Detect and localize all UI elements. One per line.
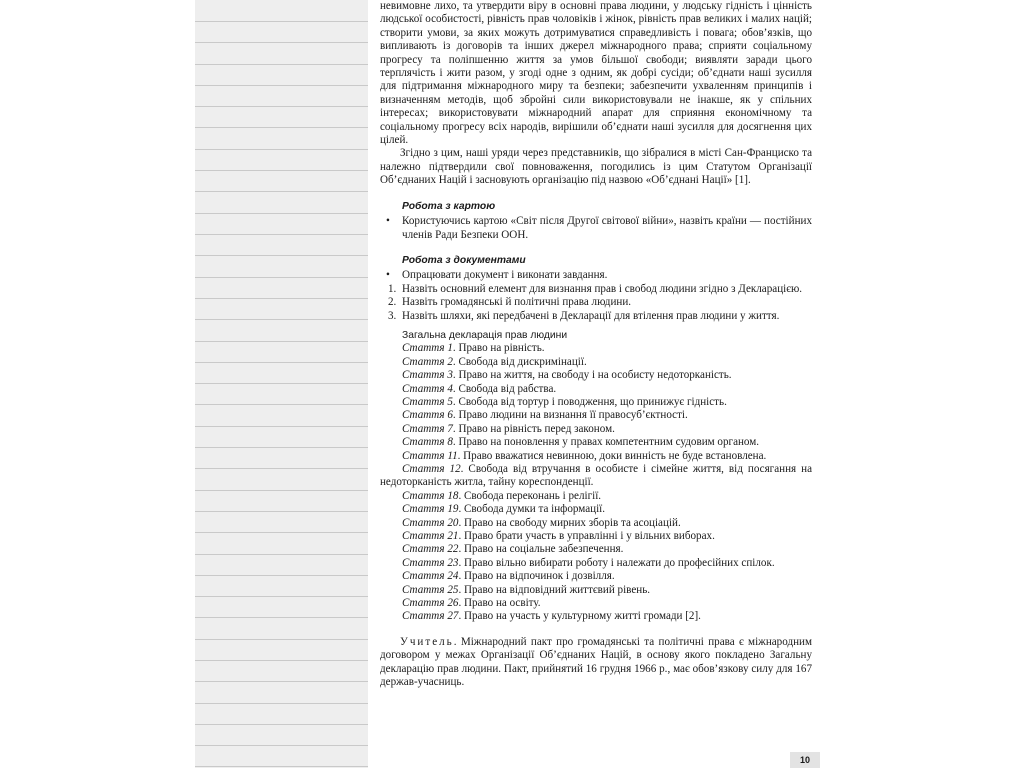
declaration-article — [380, 409, 812, 422]
intro-paragraph: невимовне лихо, та утвердити віру в основні права людини, у людську гідність і цінність людської особистості, рівність прав чоловіків і жінок, рівність прав великих і малих націй; створити умови, за яких можуть дотримуватися справедливість і повага; обов’язків, що випливають із договорів та інших джерел міжнародного права; сприяти соціальному прогресу та поліпшенню життя за умов більшої свободи; виявляти заради цього терплячість і жити разом, у згоді одне з одним, як добрі сусіди; об’єднати наші зусилля для підтримання міжнародного миру та безпеки; забезпечити ухваленням принципів і визначенням методів, щоб збройні сили використовували не інакше, як у спільних інтересах; використовувати міжнародний апарат для сприяння економічному та соціальному прогресу всіх народів, вирішили об’єднати наші зусилля для досягнення цих цілей. — [380, 0, 812, 147]
article-label: Стаття 12 — [402, 463, 461, 475]
article-label: Стаття 21 — [402, 530, 459, 543]
article-text: . Свобода переконань і релігії. — [458, 489, 602, 502]
page-number: 10 — [790, 752, 820, 768]
declaration-article — [380, 610, 812, 623]
note-line — [195, 447, 368, 448]
docs-task — [388, 296, 812, 309]
article-label: Стаття 23 — [402, 556, 459, 569]
article-label: Стаття 2 — [402, 355, 453, 368]
note-line — [195, 511, 368, 512]
teacher-text: . Міжнародний пакт про громадянські та політичні права є міжнародним договором у межах Організації Об’єднаних Націй, в основу якого покладено Загальну декларацію прав людини. Пакт, прийнятий 16 грудня 1966 р., має обов’язкову силу для 167 держав-учасниць. — [380, 635, 812, 689]
task-text: Назвіть громадянські й політичні права людини. — [402, 296, 632, 309]
note-line — [195, 298, 368, 299]
note-line — [195, 724, 368, 725]
note-line — [195, 213, 368, 214]
declaration-article — [380, 570, 812, 583]
article-text: . Право на відповідний життєвий рівень. — [458, 583, 651, 596]
declaration-article — [380, 530, 812, 543]
article-text: . Право на відпочинок і дозвілля. — [458, 570, 615, 583]
article-label: Стаття 26 — [402, 597, 459, 610]
note-line — [195, 532, 368, 533]
article-text: . Право вважатися невинною, доки винність не буде встановлена. — [457, 449, 767, 462]
note-line — [195, 234, 368, 235]
declaration-article — [380, 557, 812, 570]
notes-margin — [195, 0, 368, 768]
declaration-article — [380, 396, 812, 409]
article-text: . Право на освіту. — [458, 597, 541, 610]
declaration-article — [380, 383, 812, 396]
note-line — [195, 660, 368, 661]
article-text: . Свобода думки та інформації. — [458, 503, 606, 516]
article-label: Стаття 3 — [402, 369, 453, 382]
article-text: . Право на життя, на свободу і на особисту недоторканість. — [452, 369, 732, 382]
article-label: Стаття 22 — [402, 543, 459, 556]
docs-section-heading: Робота з документами — [402, 254, 526, 266]
note-line — [195, 277, 368, 278]
bullet-icon: • — [386, 269, 390, 282]
note-line — [195, 575, 368, 576]
article-label: Стаття 27 — [402, 610, 459, 623]
declaration-title: Загальна декларація прав людини — [402, 329, 568, 341]
declaration-article — [380, 356, 812, 369]
note-line — [195, 404, 368, 405]
article-label: Стаття 19 — [402, 503, 459, 516]
note-line — [195, 745, 368, 746]
note-line — [195, 341, 368, 342]
note-line — [195, 21, 368, 22]
docs-intro-text: Опрацювати документ і виконати завдання. — [402, 269, 608, 282]
declaration-article — [380, 342, 812, 355]
note-line — [195, 639, 368, 640]
note-line — [195, 383, 368, 384]
article-text: . Свобода від тортур і поводження, що принижує гідність. — [452, 395, 727, 408]
article-text: . Право людини на визнання її правосуб’єктності. — [452, 409, 688, 422]
declaration-article — [380, 490, 812, 503]
note-line — [195, 596, 368, 597]
declaration-article — [380, 436, 812, 449]
declaration-article — [380, 369, 812, 382]
article-text: . Право на соціальне забезпечення. — [458, 543, 624, 556]
note-line — [195, 703, 368, 704]
map-section-heading: Робота з картою — [402, 200, 496, 212]
docs-task — [388, 310, 812, 323]
note-line — [195, 191, 368, 192]
declaration-article — [380, 463, 812, 490]
note-line — [195, 64, 368, 65]
note-line — [195, 554, 368, 555]
declaration-article — [380, 423, 812, 436]
article-label: Стаття 20 — [402, 516, 459, 529]
article-text: . Право на свободу мирних зборів та асоціацій. — [458, 516, 681, 529]
docs-intro — [386, 269, 812, 282]
note-line — [195, 490, 368, 491]
declaration-article — [380, 517, 812, 530]
bullet-icon: • — [386, 215, 390, 228]
declaration-article — [380, 597, 812, 610]
article-label: Стаття 4 — [402, 382, 453, 395]
task-number: 2. — [388, 296, 397, 309]
article-label: Стаття 1 — [402, 342, 453, 355]
article-label: Стаття 11 — [402, 449, 458, 462]
article-text: . Право вільно вибирати роботу і належати до професійних спілок. — [458, 556, 775, 569]
task-number: 1. — [388, 282, 397, 295]
article-text: . Право на рівність. — [452, 342, 545, 355]
charter-paragraph: Згідно з цим, наші уряди через представників, що зібралися в місті Сан-Франциско та належно підтвердили свої повноваження, погодились із цим Статутом Організації Об’єднаних Націй і засновують організацію під назвою «Об’єднані Нації» [1]. — [380, 147, 812, 187]
docs-task — [388, 283, 812, 296]
docs-task-list — [380, 283, 812, 323]
note-line — [195, 468, 368, 469]
article-text: . Свобода від дискримінації. — [452, 355, 587, 368]
note-line — [195, 85, 368, 86]
note-line — [195, 617, 368, 618]
task-number: 3. — [388, 309, 397, 322]
article-label: Стаття 5 — [402, 395, 453, 408]
article-label: Стаття 8 — [402, 436, 453, 449]
article-label: Стаття 7 — [402, 422, 453, 435]
declaration-article — [380, 503, 812, 516]
article-text: . Право на участь у культурному житті громади [2]. — [458, 610, 701, 623]
note-line — [195, 766, 368, 767]
teacher-paragraph — [380, 636, 812, 690]
page-content — [380, 0, 812, 768]
declaration-article — [380, 543, 812, 556]
article-text: . Свобода від втручання в особисте і сімейне життя, від посягання на недоторканість житла, тайну кореспонденції. — [380, 463, 812, 489]
note-line — [195, 127, 368, 128]
declaration-articles — [380, 342, 812, 624]
article-text: . Свобода від рабства. — [452, 382, 557, 395]
note-line — [195, 149, 368, 150]
map-task — [386, 215, 812, 242]
article-text: . Право на рівність перед законом. — [452, 422, 615, 435]
article-label: Стаття 24 — [402, 570, 459, 583]
article-label: Стаття 6 — [402, 409, 453, 422]
task-text: Назвіть основний елемент для визнання прав і свобод людини згідно з Декларацією. — [402, 282, 803, 295]
note-line — [195, 319, 368, 320]
map-task-text: Користуючись картою «Світ після Другої світової війни», назвіть країни — постійних членів Ради Безпеки ООН. — [402, 215, 812, 241]
note-line — [195, 426, 368, 427]
article-label: Стаття 25 — [402, 583, 459, 596]
note-line — [195, 106, 368, 107]
declaration-article — [380, 450, 812, 463]
task-text: Назвіть шляхи, які передбачені в Декларації для втілення прав людини у життя. — [402, 309, 780, 322]
teacher-speaker: Учитель — [400, 635, 454, 648]
article-label: Стаття 18 — [402, 489, 459, 502]
note-line — [195, 255, 368, 256]
article-text: . Право на поновлення у правах компетентним судовим органом. — [452, 436, 760, 449]
declaration-article — [380, 584, 812, 597]
note-line — [195, 681, 368, 682]
note-line — [195, 362, 368, 363]
note-line — [195, 42, 368, 43]
note-line — [195, 170, 368, 171]
article-text: . Право брати участь в управлінні і у вільних виборах. — [458, 530, 715, 543]
